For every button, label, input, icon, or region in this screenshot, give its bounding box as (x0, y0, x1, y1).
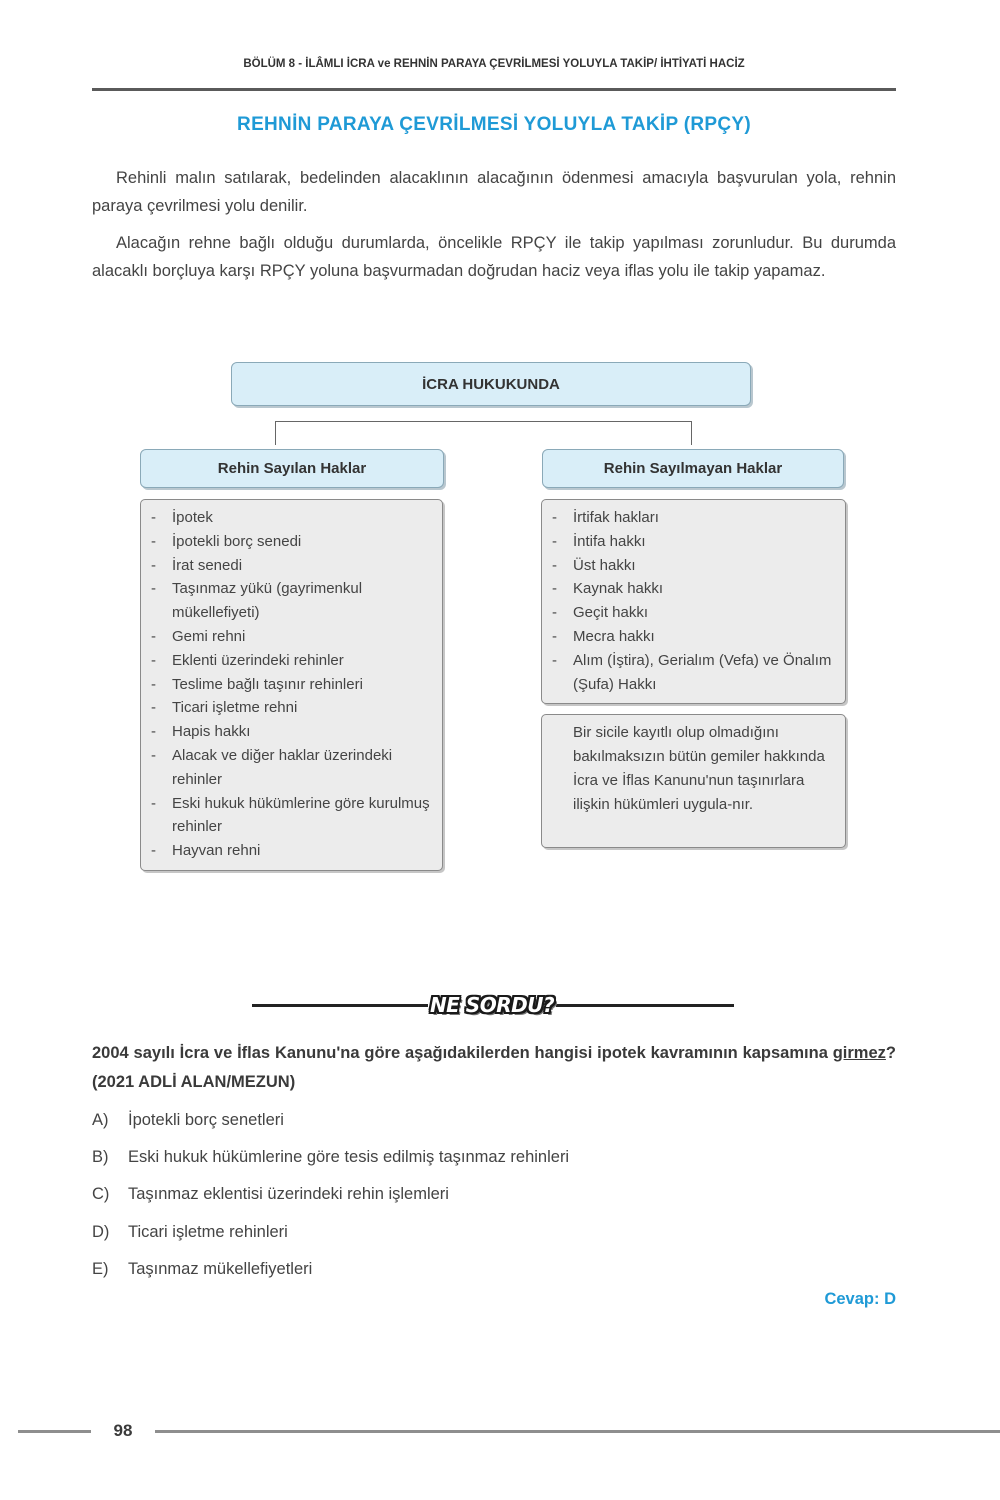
footer-rule-right (155, 1430, 1000, 1433)
list-item: - Alım (İştira), Gerialım (Vefa) ve Önalım (Şufa) Hakkı (552, 649, 833, 697)
list-item: - İrat senedi (151, 554, 430, 578)
list-item: - Hayvan rehni (151, 839, 430, 863)
ships-note-box (541, 714, 846, 848)
option-letter: D) (92, 1222, 110, 1241)
option-text: Ticari işletme rehinleri (128, 1222, 288, 1241)
pledge-rights-list (151, 506, 430, 863)
ne-sordu-logo (428, 985, 556, 1025)
answer-option (92, 1139, 896, 1176)
ne-sordu-rule-left (252, 1004, 428, 1007)
question-text-end: ? (2021 ADLİ ALAN/MEZUN) (92, 1044, 896, 1091)
diagram-connector (275, 421, 692, 445)
ne-sordu-rule-right (556, 1004, 734, 1007)
diagram-root-label: İCRA HUKUKUNDA (422, 375, 560, 393)
pledge-rights-title: Rehin Sayılan Haklar (217, 460, 367, 477)
list-item: - Taşınmaz yükü (gayrimenkul mükellefiyeti) (151, 577, 430, 625)
list-item: - Teslime bağlı taşınır rehinleri (151, 673, 430, 697)
list-item: - Ticari işletme rehni (151, 696, 430, 720)
option-text: Taşınmaz mükellefiyetleri (128, 1259, 313, 1278)
non-pledge-rights-title: Rehin Sayılmayan Haklar (603, 460, 783, 477)
running-header: BÖLÜM 8 - İLÂMLI İCRA ve REHNİN PARAYA ÇEVRİLMESİ YOLUYLA TAKİP/ İHTİYATİ HACİZ (243, 58, 745, 70)
option-letter: E) (92, 1259, 109, 1278)
list-item: - Eski hukuk hükümlerine göre kurulmuş rehinler (151, 792, 430, 840)
list-item: - İrtifak hakları (552, 506, 833, 530)
list-item: - Gemi rehni (151, 625, 430, 649)
list-item: - İpotek (151, 506, 430, 530)
list-item: - Kaynak hakkı (552, 577, 833, 601)
list-item: - İntifa hakkı (552, 530, 833, 554)
list-item: - Mecra hakkı (552, 625, 833, 649)
answer-options (92, 1102, 896, 1288)
intro-paragraph: Rehinli malın satılarak, bedelinden alacaklının alacağının ödenmesi amacıyla başvurulan yola, rehnin paraya çevrilmesi yolu denilir. (92, 168, 896, 215)
answer-option (92, 1251, 896, 1288)
obligation-paragraph: Alacağın rehne bağlı olduğu durumlarda, öncelikle RPÇY ile takip yapılması zorunludur. Bu durumda alacaklı borçluya karşı RPÇY yoluna başvurmadan doğrudan haciz veya iflas yolu ile takip yapamaz. (92, 233, 896, 280)
list-item: - Eklenti üzerindeki rehinler (151, 649, 430, 673)
header-divider (92, 88, 896, 91)
option-text: Taşınmaz eklentisi üzerindeki rehin işlemleri (128, 1185, 449, 1204)
page-number: 98 (113, 1421, 133, 1440)
option-text: Eski hukuk hükümlerine göre tesis edilmiş taşınmaz rehinleri (128, 1148, 570, 1167)
non-pledge-rights-header (542, 449, 844, 488)
list-item: - Alacak ve diğer haklar üzerindeki rehinler (151, 744, 430, 792)
question-keyword: girmez (832, 1044, 886, 1062)
non-pledge-rights-list (552, 506, 833, 696)
pledge-rights-header (140, 449, 444, 488)
footer-rule-left (18, 1430, 91, 1433)
section-title: REHNİN PARAYA ÇEVRİLMESİ YOLUYLA TAKİP (RPÇY) (237, 114, 751, 135)
non-pledge-rights-list-box (541, 499, 846, 704)
answer-option (92, 1176, 896, 1213)
answer-option (92, 1214, 896, 1251)
ne-sordu-logo-text: NE SORDU? (429, 993, 555, 1017)
answer-option (92, 1102, 896, 1139)
answer-key: Cevap: D (824, 1290, 896, 1308)
question-text-start: 2004 sayılı İcra ve İflas Kanunu'na göre aşağıdakilerden hangisi ipotek kavramının kapsamına (92, 1044, 833, 1062)
diagram-root-box (231, 362, 751, 406)
pledge-rights-list-box (140, 499, 443, 871)
list-item: - İpotekli borç senedi (151, 530, 430, 554)
option-letter: B) (92, 1148, 109, 1167)
ships-note-text: Bir sicile kayıtlı olup olmadığını bakılmaksızın bütün gemiler hakkında İcra ve İflas Kanunu'nun taşınırlara ilişkin hükümleri uygula-nır. (573, 724, 825, 813)
list-item: - Geçit hakkı (552, 601, 833, 625)
option-text: İpotekli borç senetleri (128, 1111, 284, 1130)
option-letter: C) (92, 1185, 110, 1204)
exam-question (92, 1039, 896, 1097)
list-item: - Hapis hakkı (151, 720, 430, 744)
option-letter: A) (92, 1111, 109, 1130)
list-item: - Üst hakkı (552, 554, 833, 578)
